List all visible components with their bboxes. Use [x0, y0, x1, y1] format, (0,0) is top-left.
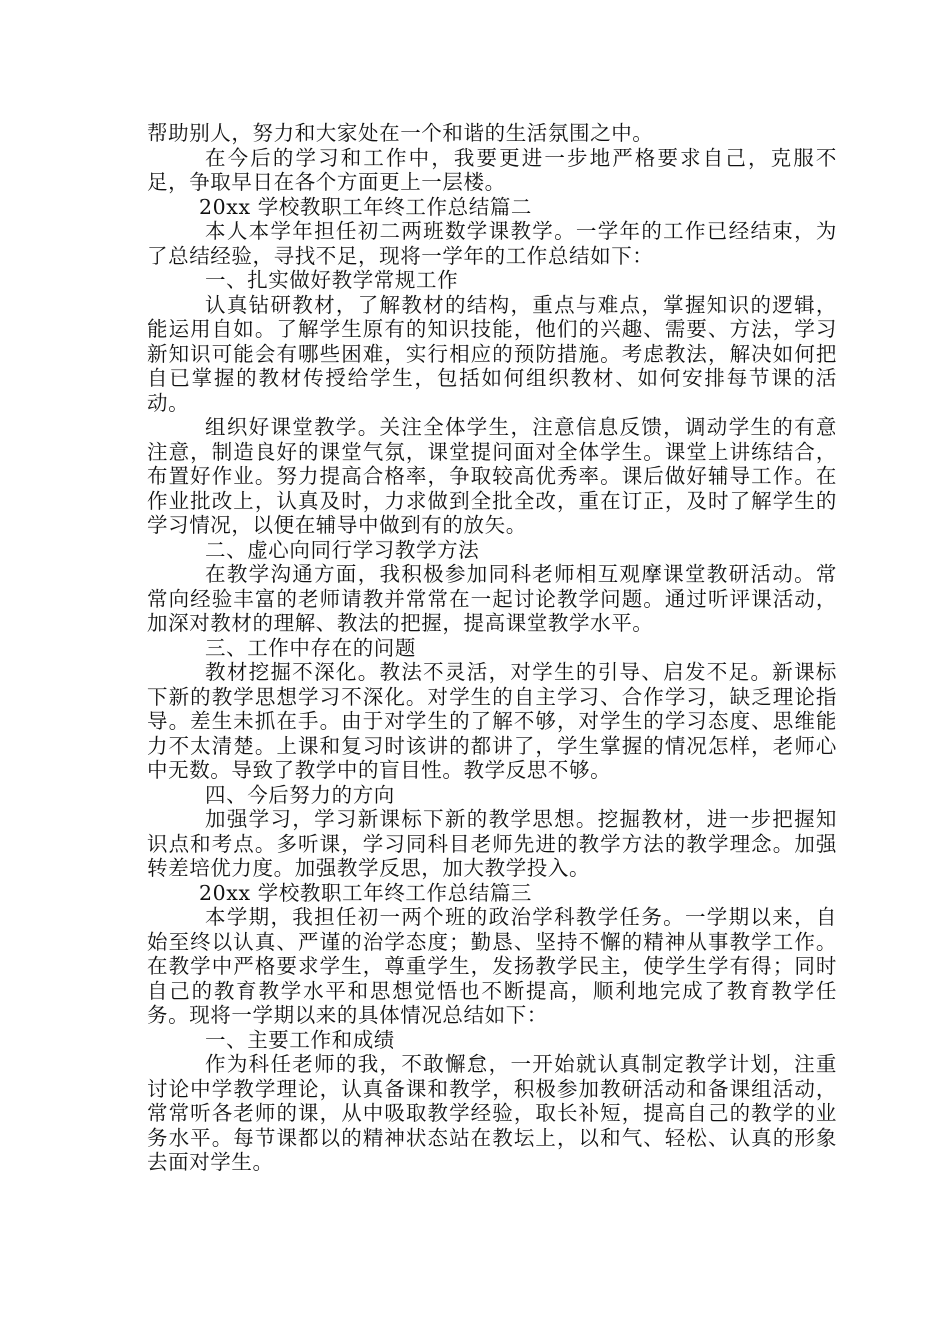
section-heading: 一、扎实做好教学常规工作: [205, 268, 459, 292]
section-heading: 四、今后努力的方向: [205, 782, 395, 807]
section-title: 20xx 学校教职工年终工作总结篇二: [199, 194, 533, 219]
section-heading: 一、主要工作和成绩: [205, 1027, 395, 1052]
paragraph: 教材挖掘不深化。教法不灵活，对学生的引导、启发不足。新课标下新的教学思想学习不深化。对学生的自主学习、合作学习，缺乏理论指导。差生未抓在手。由于对学生的了解不够，对学生的学习态度、思维能力不太清楚。上课和复习时该讲的都讲了，学生掌握的情况怎样，老师心中无数。导致了教学中的盲目性。教学反思不够。: [147, 660, 837, 782]
section-title: 20xx 学校教职工年终工作总结篇三: [199, 880, 533, 905]
paragraph: 本学期，我担任初一两个班的政治学科教学任务。一学期以来，自始至终以认真、严谨的治学态度；勤恳、坚持不懈的精神从事教学工作。在教学中严格要求学生，尊重学生，发扬教学民主，使学生学有得；同时自己的教育教学水平和思想觉悟也不断提高，顺利地完成了教育教学任务。现将一学期以来的具体情况总结如下：: [147, 905, 837, 1027]
paragraph: 组织好课堂教学。关注全体学生，注意信息反馈，调动学生的有意注意，制造良好的课堂气氛，课堂提问面对全体学生。课堂上讲练结合，布置好作业。努力提高合格率，争取较高优秀率。课后做好辅导工作。在作业批改上，认真及时，力求做到全批全改，重在订正，及时了解学生的学习情况，以便在辅导中做到有的放矢。: [147, 415, 837, 537]
paragraph: 在教学沟通方面，我积极参加同科老师相互观摩课堂教研活动。常常向经验丰富的老师请教并常常在一起讨论教学问题。通过听评课活动，加深对教材的理解、教法的把握，提高课堂教学水平。: [147, 562, 837, 635]
paragraph: 认真钻研教材，了解教材的结构，重点与难点，掌握知识的逻辑，能运用自如。了解学生原有的知识技能，他们的兴趣、需要、方法，学习新知识可能会有哪些困难，实行相应的预防措施。考虑教法，解决如何把自已掌握的教材传授给学生，包括如何组织教材、如何安排每节课的活动。: [147, 292, 837, 415]
section-heading: 三、工作中存在的问题: [205, 635, 416, 660]
section-heading: 二、虚心向同行学习教学方法: [205, 537, 480, 562]
paragraph: 作为科任老师的我，不敢懈怠，一开始就认真制定教学计划，注重讨论中学教学理论，认真备课和教学，积极参加教研活动和备课组活动，常常听各老师的课，从中吸取教学经验，取长补短，提高自己的教学的业务水平。每节课都以的精神状态站在教坛上，以和气、轻松、认真的形象去面对学生。: [147, 1052, 837, 1174]
paragraph: 本人本学年担任初二两班数学课教学。一学年的工作已经结束，为了总结经验，寻找不足，现将一学年的工作总结如下：: [147, 219, 837, 268]
paragraph: 在今后的学习和工作中，我要更进一步地严格要求自己，克服不足，争取早日在各个方面更上一层楼。: [147, 145, 837, 194]
paragraph-continued: 帮助别人，努力和大家处在一个和谐的生活氛围之中。: [147, 121, 654, 145]
document-body: [147, 121, 837, 1175]
paragraph: 加强学习，学习新课标下新的教学思想。挖掘教材，进一步把握知识点和考点。多听课，学习同科目老师先进的教学方法的教学理念。加强转差培优力度。加强教学反思，加大教学投入。: [147, 807, 837, 880]
